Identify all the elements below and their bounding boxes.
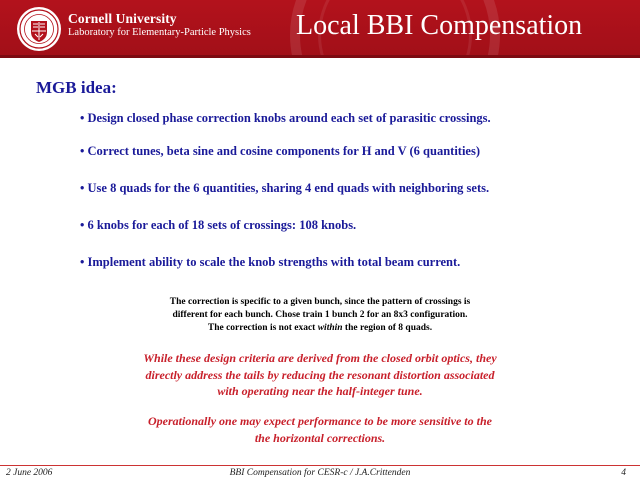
bullet-item: • Design closed phase correction knobs around each set of parasitic crossings. bbox=[80, 111, 491, 126]
bullet-item: • Implement ability to scale the knob strengths with total beam current. bbox=[80, 255, 491, 270]
bullet-item: • Correct tunes, beta sine and cosine components for H and V (6 quantities) bbox=[80, 144, 491, 159]
slide-title: Local BBI Compensation bbox=[296, 10, 583, 41]
section-heading: MGB idea: bbox=[36, 78, 117, 97]
note-line: The correction is specific to a given bunch, since the pattern of crossings is bbox=[169, 297, 471, 307]
red-paragraph-1 bbox=[90, 350, 550, 400]
red-line: with operating near the half-integer tune. bbox=[217, 384, 423, 398]
footer-date: 2 June 2006 bbox=[6, 468, 53, 478]
note-line: different for each bunch. Chose train 1 bunch 2 for an 8x3 configuration. bbox=[172, 310, 468, 320]
lab-name: Laboratory for Elementary-Particle Physics bbox=[68, 27, 251, 38]
bullet-item: • 6 knobs for each of 18 sets of crossings: 108 knobs. bbox=[80, 218, 491, 233]
red-line: While these design criteria are derived from the closed orbit optics, they bbox=[143, 351, 497, 365]
note-text: The correction is not exact bbox=[207, 323, 318, 333]
bullet-item: • Use 8 quads for the 6 quantities, sharing 4 end quads with neighboring sets. bbox=[80, 181, 491, 196]
university-name: Cornell University bbox=[68, 11, 177, 26]
red-line: directly address the tails by reducing the resonant distortion associated bbox=[145, 367, 495, 382]
red-paragraph-2 bbox=[90, 413, 550, 446]
footer-center: BBI Compensation for CESR-c / J.A.Crittenden bbox=[229, 468, 411, 478]
slide-header bbox=[0, 0, 640, 58]
note-line bbox=[130, 322, 510, 335]
note-block bbox=[130, 296, 510, 335]
slide-footer bbox=[0, 465, 640, 481]
note-text: the region of 8 quads. bbox=[342, 323, 433, 333]
cornell-seal-icon bbox=[16, 6, 62, 52]
bullet-list bbox=[80, 111, 491, 270]
university-block bbox=[68, 12, 251, 40]
page-number: 4 bbox=[621, 468, 626, 478]
red-line: the horizontal corrections. bbox=[254, 430, 386, 445]
red-line: Operationally one may expect performance to be more sensitive to the bbox=[148, 414, 492, 428]
note-emphasis: within bbox=[317, 323, 343, 333]
